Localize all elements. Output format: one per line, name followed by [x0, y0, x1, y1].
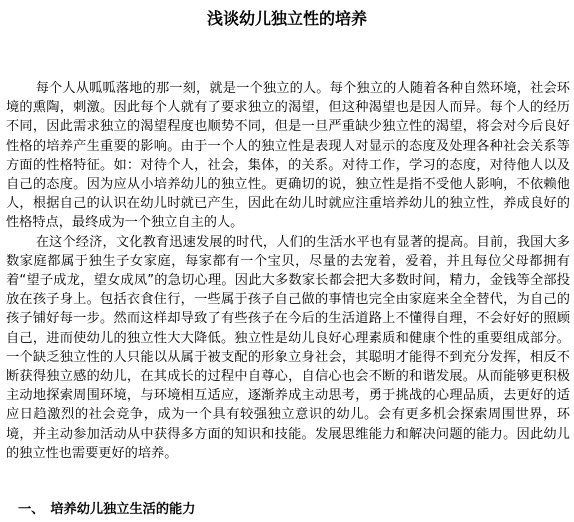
- paragraph-1: 每个人从呱呱落地的那一刻，就是一个独立的人。每个独立的人随着各种自然环境，社会环境的熏陶，刺激。因此每个人就有了要求独立的渴望，但这种渴望也是因人而异。每个人的经历不同，因此需求独立的渴望程度也顺势不同，但是一旦严重缺少独立性的渴望，将会对今后良好性格的培养产生重要的影响。由于一个人的独立性是表现人对显示的态度及处理各种社会关系等方面的性格特征。如：对待个人，社会，集体，的关系。对待工作，学习的态度，对待他人以及自己的态度。因为应从小培养幼儿的独立性。更确切的说，独立性是指不受他人影响，不依赖他人，根据自己的认识在幼儿时就已产生，因此在幼儿时就应注重培养幼儿的独立性，养成良好的性格特点，最终成为一个独立自主的人。: [6, 81, 570, 231]
- document-title: 浅谈幼儿独立性的培养: [206, 9, 367, 28]
- paragraph-2: 在这个经济，文化教育迅速发展的时代，人们的生活水平也有显著的提高。目前，我国大多数家庭都属于独生子女家庭，每家都有一个宝贝，尽量的去宠着，爱着，并且每位父母都拥有着“望子成龙，望女成凤”的急切心理。因此大多数家长都会把大多数时间，精力，金钱等全部投放在孩子身上。包括衣食住行，一些属于孩子自己做的事情也完全由家庭来全全替代，为自己的孩子铺好每一步。然而这样却导致了有些孩子在今后的生活道路上不懂得自理，不会好好的照顾自己，进而使幼儿的独立性大大降低。独立性是幼儿良好心理素质和健康个性的重要组成部分。一个缺乏独立性的人只能以从属于被支配的形象立身社会，其聪明才能得不到充分发挥，相反不断获得独立感的幼儿，在其成长的过程中自尊心，自信心也会不断的和谐发展。从而能够更积极主动地探索周围环境，与环境相互适应，逐渐养成主动思考，勇于挑战的心理品质，去更好的适应日趋激烈的社会竞争，成为一个具有较强独立意识的幼儿。会有更多机会探索周围世界，环境，并主动参加活动从中获得多方面的知识和技能。发展思维能力和解决问题的能力。因此幼儿的独立性也需要更好的培养。: [6, 234, 570, 461]
- document-body: [6, 79, 570, 463]
- section-heading: [18, 500, 195, 519]
- section-heading-text: 培养幼儿独立生活的能力: [50, 502, 196, 517]
- section-heading-number: 一、: [18, 502, 45, 517]
